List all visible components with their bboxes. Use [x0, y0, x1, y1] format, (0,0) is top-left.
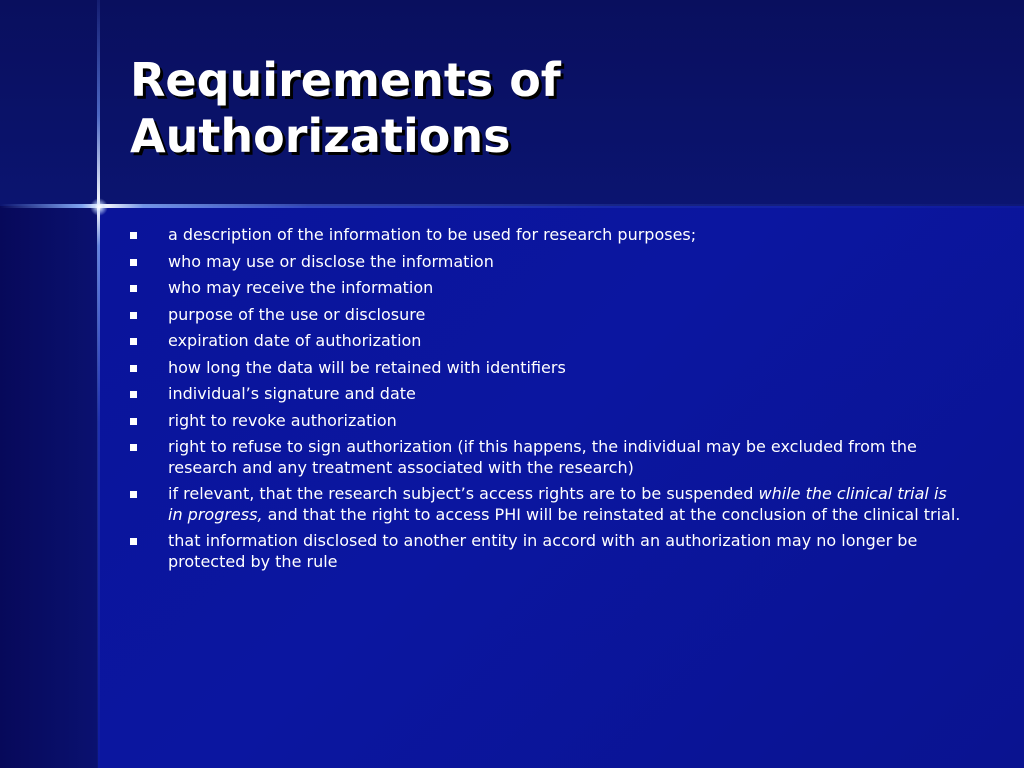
slide-title-line-1: Requirements of	[130, 53, 561, 107]
square-bullet-icon	[130, 491, 137, 498]
bullet-item-who-may-receive	[130, 278, 965, 299]
bullet-item-expiration-date	[130, 331, 965, 352]
bullet-item-disclosure-protection	[130, 531, 965, 572]
bullet-text: purpose of the use or disclosure	[168, 304, 426, 324]
bullet-text: who may use or disclose the information	[168, 251, 494, 271]
bullet-item-purpose	[130, 305, 965, 326]
bullet-text: who may receive the information	[168, 278, 434, 297]
square-bullet-icon	[130, 391, 137, 398]
bullet-item-access-rights-suspended	[130, 484, 965, 525]
slide-title-line-2: Authorizations	[130, 109, 511, 163]
vertical-light-line	[97, 0, 100, 768]
square-bullet-icon	[130, 538, 137, 545]
square-bullet-icon	[130, 444, 137, 451]
bullet-text: right to revoke authorization	[168, 410, 397, 430]
bullet-text: individual’s signature and date	[168, 384, 416, 403]
slide-title	[130, 52, 990, 164]
bullet-text: a description of the information to be used for research purposes;	[168, 225, 697, 244]
bullet-item-right-to-revoke	[130, 411, 965, 432]
bullet-text: expiration date of authorization	[168, 331, 422, 350]
square-bullet-icon	[130, 338, 137, 345]
bullet-list	[130, 225, 965, 578]
square-bullet-icon	[130, 259, 137, 266]
bullet-text-italic: while the clinical trial is in progress,	[168, 484, 947, 524]
bullet-item-signature	[130, 384, 965, 405]
bullet-text: right to refuse to sign authorization (if this happens, the individual may be excluded from the research and any treatment associated with the research)	[168, 437, 917, 477]
bullet-item-retention	[130, 358, 965, 379]
square-bullet-icon	[130, 232, 137, 239]
background-left-band	[0, 206, 98, 768]
bullet-text: that information disclosed to another entity in accord with an authorization may no longer be protected by the rule	[168, 531, 918, 571]
horizontal-light-line	[0, 204, 1024, 208]
bullet-text: how long the data will be retained with identifiers	[168, 357, 566, 377]
square-bullet-icon	[130, 312, 137, 319]
square-bullet-icon	[130, 418, 137, 425]
sparkle-star-icon	[90, 198, 108, 216]
bullet-text-before: if relevant, that the research subject’s access rights are to be suspended	[168, 484, 759, 503]
square-bullet-icon	[130, 285, 137, 292]
square-bullet-icon	[130, 365, 137, 372]
bullet-item-information-description	[130, 225, 965, 246]
bullet-item-right-to-refuse	[130, 437, 965, 478]
bullet-item-who-may-use	[130, 252, 965, 273]
bullet-text-after: and that the right to access PHI will be reinstated at the conclusion of the clinical trial.	[262, 504, 961, 524]
